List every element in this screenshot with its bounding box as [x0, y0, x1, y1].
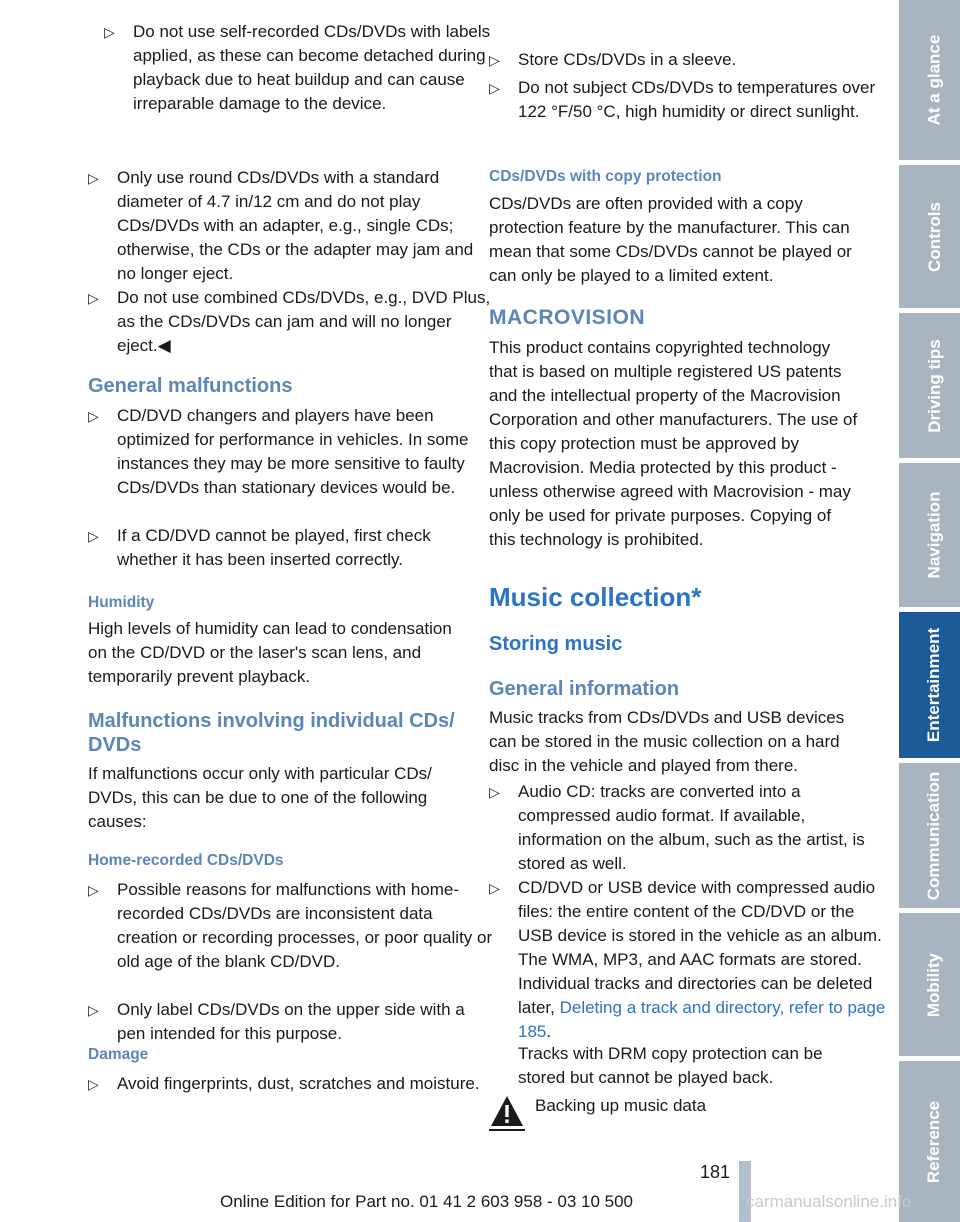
- list-item: ▷ Store CDs/DVDs in a sleeve.: [489, 48, 890, 72]
- list-item: ▷ Only label CDs/DVDs on the upper side with a pen intended for this purpose.: [88, 1000, 465, 1043]
- bullet-triangle-icon: ▷: [88, 1002, 99, 1018]
- tab-communication[interactable]: Communication: [899, 763, 960, 908]
- paragraph: Tracks with DRM copy protection can be stored but cannot be played back.: [518, 1044, 823, 1087]
- chapter-title: Music collection*: [489, 582, 702, 612]
- paragraph: Music tracks from CDs/DVDs and USB devices can be stored in the music collection on a hard disc in the vehicle and played from there.: [489, 708, 845, 775]
- subsection-heading: Humidity: [88, 594, 155, 611]
- subsection-heading: Damage: [88, 1046, 149, 1063]
- section-heading: Storing music: [489, 633, 623, 655]
- bullet-triangle-icon: ▷: [489, 784, 500, 800]
- list-item: ▷ Avoid fingerprints, dust, scratches and moisture.: [88, 1072, 493, 1096]
- tab-reference[interactable]: Reference: [899, 1061, 960, 1222]
- list-item: ▷ CD/DVD changers and players have been optimized for performance in vehicles. In some instances they may be more sensitive to faulty CDs/DVDs than stationary devices would be.: [88, 406, 469, 497]
- paragraph: This product contains copyrighted technology that is based on multiple registered US patents and the intellectual property of the Macrovision Corporation and other manufacturers. The use of this copy protection must be approved by Macrovision. Media protected by this product - unless otherwise agreed with Macrovision - may only be used for private purposes. Copying of this technology is prohibited.: [489, 338, 858, 549]
- paragraph: If malfunctions occur only with particular CDs/ DVDs, this can be due to one of the following causes:: [88, 764, 432, 831]
- list-item: ▷ If a CD/DVD cannot be played, first check whether it has been inserted correctly.: [88, 526, 431, 569]
- bullet-triangle-icon: ▷: [88, 528, 99, 544]
- tab-controls[interactable]: Controls: [899, 165, 960, 308]
- bullet-triangle-icon: ▷: [104, 24, 115, 40]
- subsection-heading: CDs/DVDs with copy protection: [489, 168, 722, 185]
- subsection-heading: Home-recorded CDs/DVDs: [88, 852, 284, 869]
- list-item: ▷ CD/DVD or USB device with compressed audio files: the entire content of the CD/DVD or the USB device is stored in the vehicle as an album. The WMA, MP3, and AAC formats are stored. Individual tracks and directories can be deleted later, Deleting a track and directory, refer to page 185.: [489, 878, 886, 1041]
- footer-edition: Online Edition for Part no. 01 41 2 603 958 - 03 10 500: [220, 1192, 634, 1211]
- tab-entertainment[interactable]: Entertainment: [899, 612, 960, 758]
- bullet-triangle-icon: ▷: [88, 1076, 99, 1092]
- bullet-triangle-icon: ▷: [88, 170, 99, 186]
- tab-mobility[interactable]: Mobility: [899, 913, 960, 1056]
- warning-icon: [489, 1092, 525, 1132]
- tab-at-a-glance[interactable]: At a glance: [899, 0, 960, 160]
- tab-navigation[interactable]: Navigation: [899, 463, 960, 607]
- list-item: ▷ Do not subject CDs/DVDs to temperatures over 122 °F/50 °C, high humidity or direct sunlight.: [489, 78, 876, 121]
- section-heading: General malfunctions: [88, 375, 293, 397]
- section-heading: Malfunctions involving individual CDs/ DVDs: [88, 710, 455, 756]
- bullet-triangle-icon: ▷: [489, 80, 500, 96]
- list-item: ▷ Do not use self-recorded CDs/DVDs with labels applied, as these can become detached during playback due to heat buildup and can cause irreparable damage to the device.: [104, 22, 491, 113]
- page-reference-link[interactable]: Deleting a track and directory, refer to page 185: [518, 998, 886, 1041]
- paragraph: CDs/DVDs are often provided with a copy protection feature by the manufacturer. This can mean that some CDs/DVDs cannot be played or can only be played to a limited extent.: [489, 194, 852, 285]
- bullet-triangle-icon: ▷: [489, 52, 500, 68]
- page-number: 181: [699, 1162, 730, 1182]
- list-item: ▷ Only use round CDs/DVDs with a standard diameter of 4.7 in/12 cm and do not play CDs/DVDs with an adapter, e.g., single CDs; otherwise, the CDs or the adapter may jam and no longer eject.: [88, 168, 474, 283]
- list-item: ▷ Possible reasons for malfunctions with home-recorded CDs/DVDs are inconsistent data creation or recording processes, or poor quality or old age of the blank CD/DVD.: [88, 880, 493, 971]
- list-item: ▷ Do not use combined CDs/DVDs, e.g., DVD Plus, as the CDs/DVDs can jam and will no longer eject.◀: [88, 288, 491, 355]
- section-heading: MACROVISION: [489, 306, 646, 329]
- bullet-triangle-icon: ▷: [88, 882, 99, 898]
- bullet-triangle-icon: ▷: [88, 290, 99, 306]
- bullet-triangle-icon: ▷: [88, 408, 99, 424]
- warning-title: Backing up music data: [535, 1096, 707, 1115]
- list-item: ▷ Audio CD: tracks are converted into a compressed audio format. If available, information on the album, such as the artist, is stored as well.: [489, 782, 865, 873]
- paragraph: High levels of humidity can lead to condensation on the CD/DVD or the laser's scan lens, and temporarily prevent playback.: [88, 619, 452, 686]
- bullet-triangle-icon: ▷: [489, 880, 500, 896]
- chapter-sidebar: [899, 0, 960, 1222]
- section-heading: General information: [489, 678, 680, 700]
- watermark: carmanualsonline.info: [746, 1192, 912, 1211]
- tab-driving-tips[interactable]: Driving tips: [899, 313, 960, 458]
